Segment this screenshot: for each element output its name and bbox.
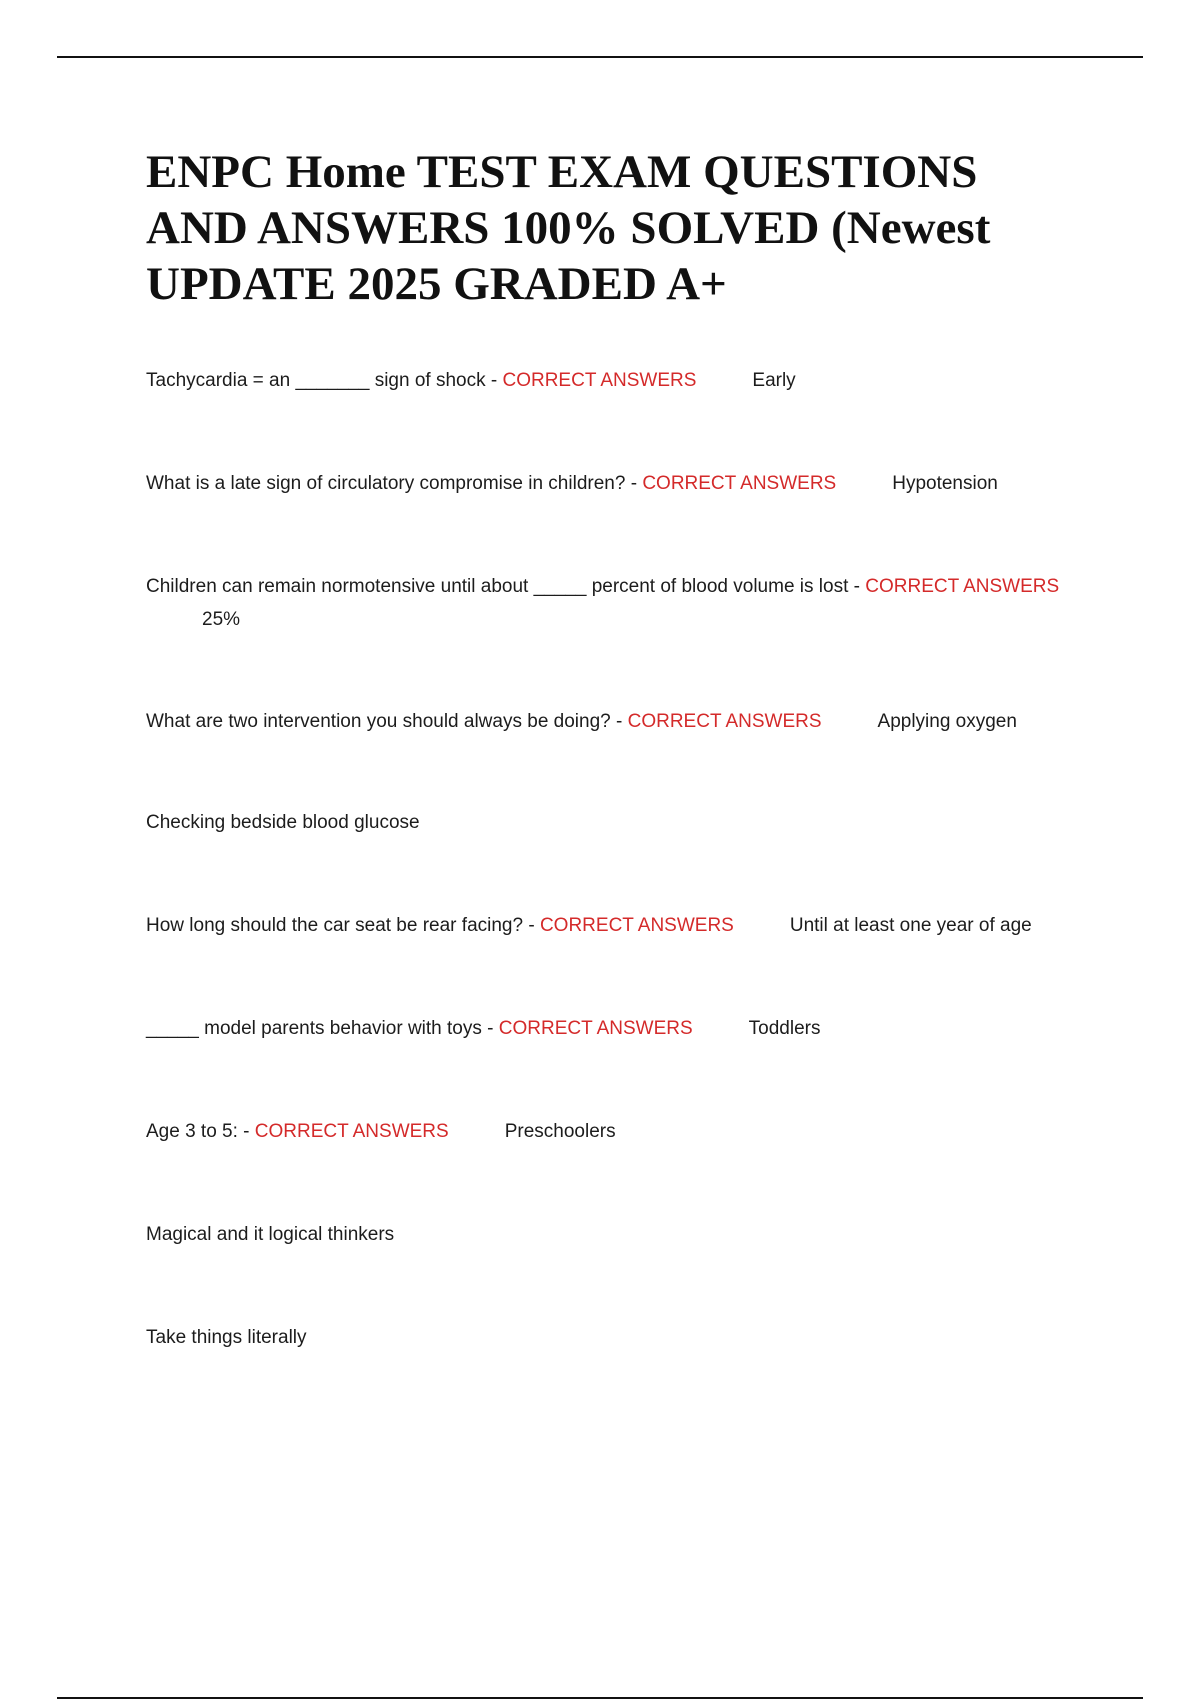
correct-answers-tag: CORRECT ANSWERS xyxy=(539,915,734,936)
answer-text: Toddlers xyxy=(748,1018,821,1039)
answer-text: Applying oxygen xyxy=(877,711,1017,732)
qa-item xyxy=(146,1115,1066,1148)
question-text: Age 3 to 5: - xyxy=(146,1121,255,1142)
question-text: Children can remain normotensive until about _____ percent of blood volume is lost - xyxy=(146,576,866,597)
qa-continuation xyxy=(146,1218,1066,1251)
answer-text: 25% xyxy=(202,609,241,630)
top-divider xyxy=(57,56,1143,58)
question-text: How long should the car seat be rear facing? - xyxy=(146,915,540,936)
question-text: _____ model parents behavior with toys - xyxy=(146,1018,499,1039)
answer-text: Preschoolers xyxy=(504,1121,616,1142)
correct-answers-tag: CORRECT ANSWERS xyxy=(642,473,837,494)
qa-continuation xyxy=(146,806,1066,839)
qa-continuation xyxy=(146,1321,1066,1354)
correct-answers-tag: CORRECT ANSWERS xyxy=(627,711,822,732)
answer-continuation-text: Take things literally xyxy=(146,1327,307,1348)
answer-text: Early xyxy=(752,370,796,391)
answer-text: Until at least one year of age xyxy=(789,915,1032,936)
correct-answers-tag: CORRECT ANSWERS xyxy=(502,370,697,391)
qa-item xyxy=(146,364,1066,397)
qa-item xyxy=(146,705,1066,738)
correct-answers-tag: CORRECT ANSWERS xyxy=(254,1121,449,1142)
question-text: What are two intervention you should always be doing? - xyxy=(146,711,628,732)
question-text: What is a late sign of circulatory compromise in children? - xyxy=(146,473,643,494)
correct-answers-tag: CORRECT ANSWERS xyxy=(498,1018,693,1039)
qa-item xyxy=(146,570,1066,636)
question-text: Tachycardia = an _______ sign of shock - xyxy=(146,370,503,391)
document-title: ENPC Home TEST EXAM QUESTIONS AND ANSWERS 100% SOLVED (Newest UPDATE 2025 GRADED A+ xyxy=(146,146,991,310)
qa-item xyxy=(146,1012,1066,1045)
qa-item xyxy=(146,467,1066,500)
correct-answers-tag: CORRECT ANSWERS xyxy=(865,576,1060,597)
answer-continuation-text: Magical and it logical thinkers xyxy=(146,1224,395,1245)
answer-continuation-text: Checking bedside blood glucose xyxy=(146,812,420,833)
qa-item xyxy=(146,909,1066,942)
bottom-divider xyxy=(57,1697,1143,1699)
answer-text: Hypotension xyxy=(892,473,998,494)
